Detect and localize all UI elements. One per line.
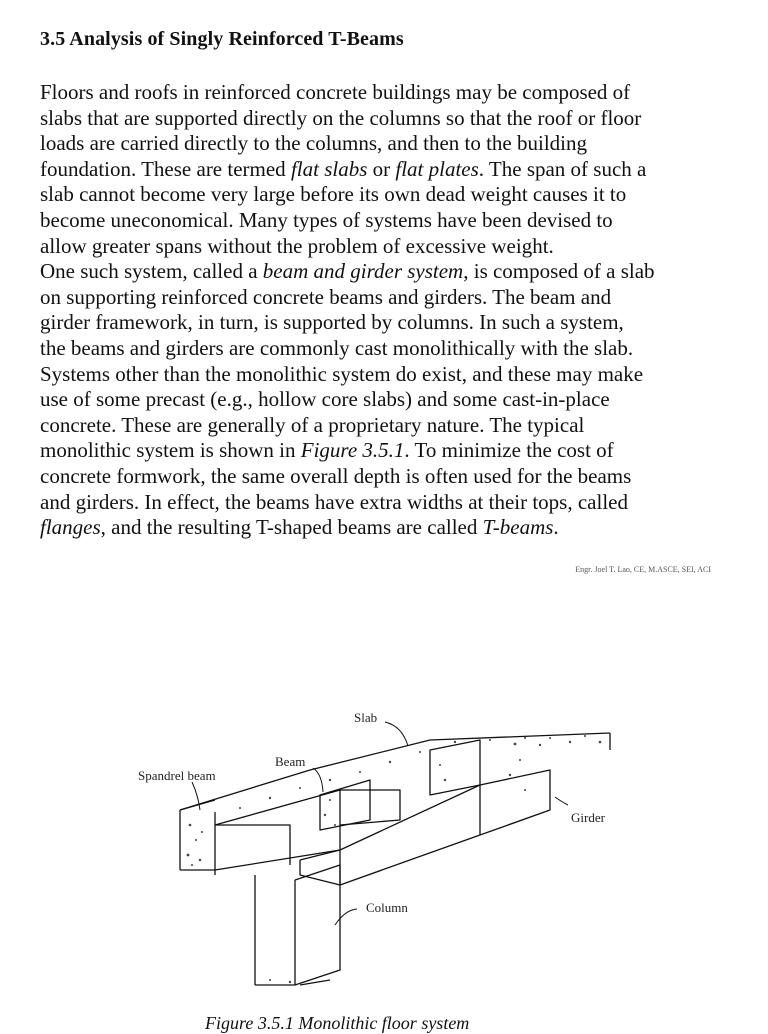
- text-line: [40, 157, 740, 183]
- slab-leader: [385, 722, 408, 746]
- italic-term: flanges: [40, 515, 101, 540]
- italic-term: beam and girder system: [262, 259, 464, 284]
- text-line: [40, 438, 740, 464]
- beam-left: [215, 790, 340, 875]
- girder-leader: [555, 797, 568, 805]
- text-line: [40, 362, 740, 388]
- spandrel-beam: [180, 800, 215, 870]
- text-line: [40, 490, 740, 516]
- text-line: [40, 285, 740, 311]
- floor-system-drawing: [130, 700, 630, 1000]
- text-line: [40, 464, 740, 490]
- italic-term: T-beams: [482, 515, 554, 540]
- beam-opening-left: [215, 825, 290, 865]
- text-run: concrete formwork, the same overall depth is often used for the beams: [40, 463, 632, 488]
- monolithic-floor-figure: [130, 700, 630, 1000]
- text-run: loads are carried directly to the columns, and then to the building: [40, 131, 588, 156]
- label-spandrel-beam: Spandrel beam: [138, 768, 216, 783]
- text-run: the beams and girders are commonly cast monolithically with the slab.: [40, 335, 634, 360]
- text-run: and girders. In effect, the beams have extra widths at their tops, called: [40, 489, 628, 514]
- label-slab: Slab: [354, 710, 378, 725]
- girder: [340, 785, 480, 885]
- section-heading: 3.5 Analysis of Singly Reinforced T-Beams: [40, 28, 404, 50]
- text-line: [40, 259, 740, 285]
- text-line: [40, 336, 740, 362]
- text-run: monolithic system is shown in: [40, 438, 301, 463]
- italic-term: Figure 3.5.1: [300, 438, 405, 463]
- text-run: . To minimize the cost of: [404, 438, 614, 463]
- column: [255, 865, 340, 985]
- text-run: .: [553, 515, 559, 540]
- beam-leader: [313, 768, 323, 792]
- text-run: . The span of such a: [478, 156, 647, 181]
- text-line: [40, 182, 740, 208]
- text-run: slabs that are supported directly on the columns so that the roof or floor: [40, 105, 642, 130]
- italic-term: flat plates: [395, 156, 479, 181]
- text-line: [40, 80, 740, 106]
- label-beam: Beam: [275, 754, 306, 769]
- italic-term: flat slabs: [290, 156, 368, 181]
- body-text: [40, 80, 740, 541]
- label-column: Column: [366, 900, 408, 915]
- text-line: [40, 413, 740, 439]
- text-run: become uneconomical. Many types of systems have been devised to: [40, 207, 613, 232]
- author-credit: Engr. Joel T. Lao, CE, M.ASCE, SEI, ACI: [575, 565, 711, 574]
- text-run: girder framework, in turn, is supported by columns. In such a system,: [40, 310, 624, 335]
- beam-right: [430, 740, 480, 795]
- text-run: One such system, called a: [40, 259, 263, 284]
- text-line: [40, 234, 740, 260]
- text-run: allow greater spans without the problem of excessive weight.: [40, 233, 554, 258]
- text-run: on supporting reinforced concrete beams and girders. The beam and: [40, 284, 612, 309]
- text-run: concrete. These are generally of a proprietary nature. The typical: [40, 412, 585, 437]
- text-run: use of some precast (e.g., hollow core slabs) and some cast-in-place: [40, 387, 610, 412]
- text-line: [40, 131, 740, 157]
- paragraph-2: [40, 259, 740, 541]
- text-line: [40, 208, 740, 234]
- text-run: , is composed of a slab: [463, 259, 655, 284]
- text-run: Floors and roofs in reinforced concrete buildings may be composed of: [40, 80, 631, 104]
- column-leader: [335, 909, 357, 925]
- text-run: or: [367, 156, 396, 181]
- text-line: [40, 106, 740, 132]
- text-line: [40, 387, 740, 413]
- text-line: [40, 310, 740, 336]
- paragraph-1: [40, 80, 740, 259]
- label-girder: Girder: [571, 810, 605, 825]
- text-run: slab cannot become very large before its own dead weight causes it to: [40, 182, 627, 207]
- figure-caption: Figure 3.5.1 Monolithic floor system: [205, 1013, 470, 1033]
- text-run: , and the resulting T-shaped beams are called: [100, 515, 483, 540]
- slab-front-face: [180, 733, 610, 870]
- text-run: Systems other than the monolithic system do exist, and these may make: [40, 361, 644, 386]
- text-run: foundation. These are termed: [40, 156, 291, 181]
- text-line: [40, 515, 740, 541]
